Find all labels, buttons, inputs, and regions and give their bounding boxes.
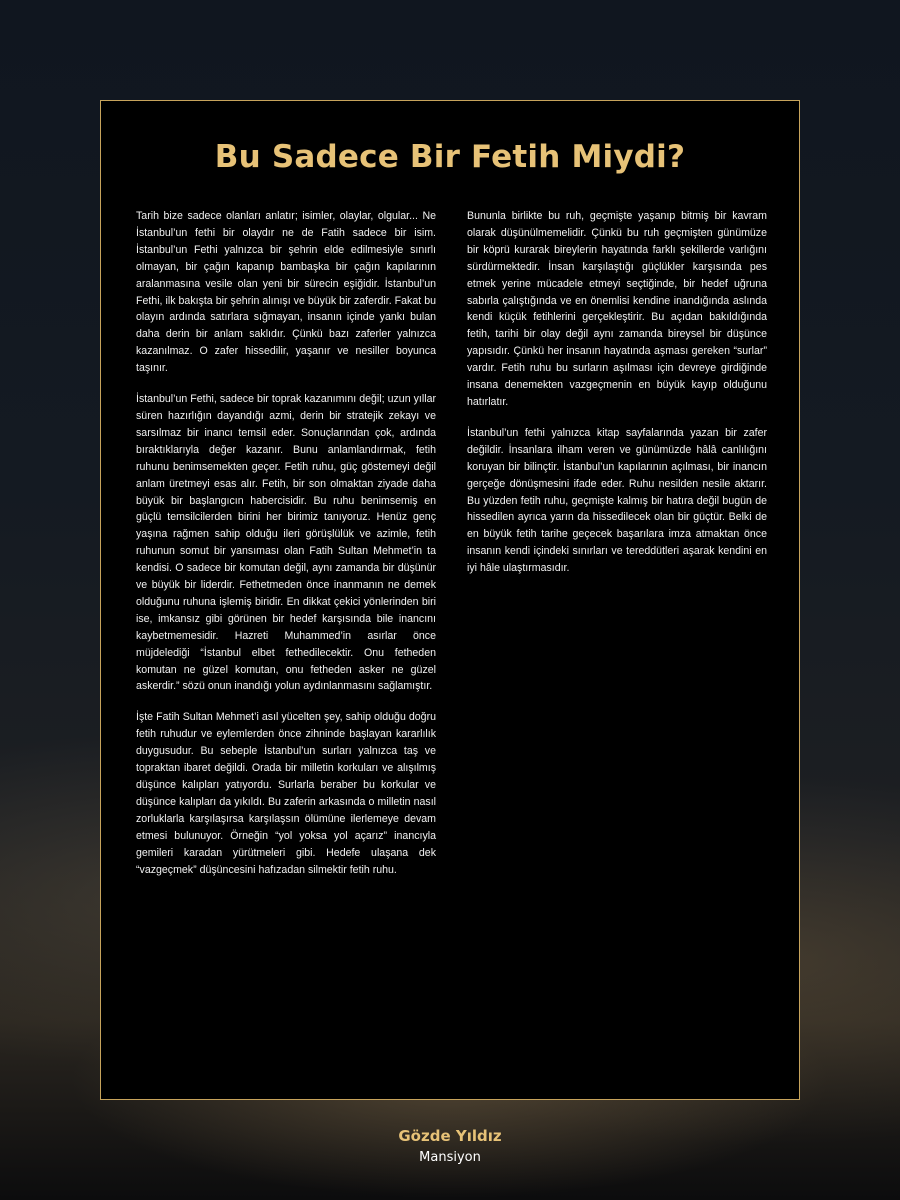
article-title: Bu Sadece Bir Fetih Miydi? bbox=[214, 139, 686, 175]
right-column bbox=[467, 208, 767, 591]
paragraph: İstanbul’un Fethi, sadece bir toprak kazanımını değil; uzun yıllar süren hazırlığın dayandığı azmi, derin bir stratejik zekayı ve sarsılmaz bir inancı temsil eder. Sonuçlarından çok, ardında bıraktıklarıyla değer kazanır. Bunu anlamlandırmak, fetih ruhunu benimsemekten geçer. Fetih ruhu, güç göstemeyi değil anlam üretmeyi esas alır. Fetih, bir son olmaktan ziyade daha büyük bir başlangıcın habercisidir. Bu ruhu benimsemiş en güçlü temsilcilerden birini her birimiz tanıyoruz. Henüz genç yaşına rağmen sahip olduğu ileri görüşlülük ve azimle, fetih ruhunun somut bir yansıması olan Fatih Sultan Mehmet’in ta kendisi. O sadece bir komutan değil, aynı zamanda bir düşünür ve büyük bir liderdir. Fethetmeden önce inanmanın ne demek olduğunu ruhuna işlemiş biridir. En dikkat çekici yönlerinden biri ise, imkansız gibi görünen bir hedef karşısında bile inancını kaybetmemesidir. Hazreti Muhammed’in asırlar önce müjdelediği “İstanbul elbet fethedilecektir. Onu fetheden komutan ne güzel komutan, onu fetheden asker ne güzel askerdir.” sözü onun inandığı yolun aydınlanmasını sağlamıştır. bbox=[136, 393, 436, 693]
left-column bbox=[136, 208, 436, 892]
paragraph: Bununla birlikte bu ruh, geçmişte yaşanıp bitmiş bir kavram olarak düşünülmemelidir. Çünkü bu ruh geçmişten günümüze bir köprü kurarak bireylerin hayatında farklı şekillerde varlığını sürdürmektedir. İnsan karşılaştığı güçlükler karşısında pes etmek yerine mücadele etmeyi seçtiğinde, bir hedef uğruna sabırla çalıştığında ve en önemlisi kendine inandığında aslında kendi küçük fetihlerini gerçekleştirir. Bu açıdan bakıldığında fetih, tarihi bir olay değil aynı zamanda bireysel bir düşünce yapısıdır. Çünkü her insanın hayatında aşması gereken “surlar” vardır. Fetih ruhu bu surların aşılması için devreye girdiğinde insana denemekten vazgeçmenin en büyük kayıp olduğunu hatırlatır. bbox=[467, 210, 767, 408]
paragraph: İstanbul’un fethi yalnızca kitap sayfalarında yazan bir zafer değildir. İnsanlara ilham veren ve günümüzde hâlâ canlılığını koruyan bir bilinçtir. İstanbul’un kapılarının açılması, bir inancın gerçeğe dönüşmesini ifade eder. Ruhu nesilden nesile aktarır. Bu yüzden fetih ruhu, geçmişte kalmış bir hatıra değil bugün de hissedilen ayrıca yarın da hissedilecek olan bir güçtür. Belki de en büyük fetih tarihe geçecek başarılara imza atmaktan önce insanın kendi içindeki sınırları ve tereddütleri aşarak kendini en iyi hâle ulaştırmasıdır. bbox=[467, 426, 767, 575]
paragraph: İşte Fatih Sultan Mehmet’i asıl yücelten şey, sahip olduğu doğru fetih ruhudur ve eylemlerden önce zihninde başlayan kararlılık duygusudur. Bu sebeple İstanbul’un surları yalnızca taş ve topraktan ibaret değildi. Orada bir milletin korkuları ve alışılmış düşünce kalıpları yatıyordu. Surlarla beraber bu korkular ve düşünce kalıpları da yıkıldı. Bu zaferin arkasında o milletin nasıl zorluklarla karşılaşırsa karşılaşsın ölümüne ilerlemeye devam etmesi bulunuyor. Örneğin “yol yoksa yol açarız” inancıyla gemileri karadan yürütmeleri gibi. Hedefe ulaşana dek “vazgeçmek” düşüncesini hafızadan silmektir fetih ruhu. bbox=[136, 711, 436, 876]
article-panel bbox=[100, 100, 800, 1100]
author-name: Gözde Yıldız bbox=[398, 1127, 502, 1145]
award-label: Mansiyon bbox=[419, 1150, 481, 1165]
paragraph: Tarih bize sadece olanları anlatır; isimler, olaylar, olgular... Ne İstanbul’un fethi bir olaydır ne de Fatih sadece bir isim. İstanbul’un Fethi yalnızca bir şehrin elde edilmesiyle sınırlı olmayan, bir çağın kapanıp bambaşka bir çağın kapılarının aralanmasına vesile olan yeni bir sürecin eşiğidir. İstanbul’un Fethi, ilk bakışta bir şehrin alınışı ve büyük bir zaferdir. Fakat bu olayın ardında satırlara sığmayan, insanın içinde yankı bulan daha derin bir anlam saklıdır. Çünkü bazı zaferler yalnızca kazanılmaz. O zafer hissedilir, yaşanır ve nesiller boyunca taşınır. bbox=[136, 210, 436, 375]
